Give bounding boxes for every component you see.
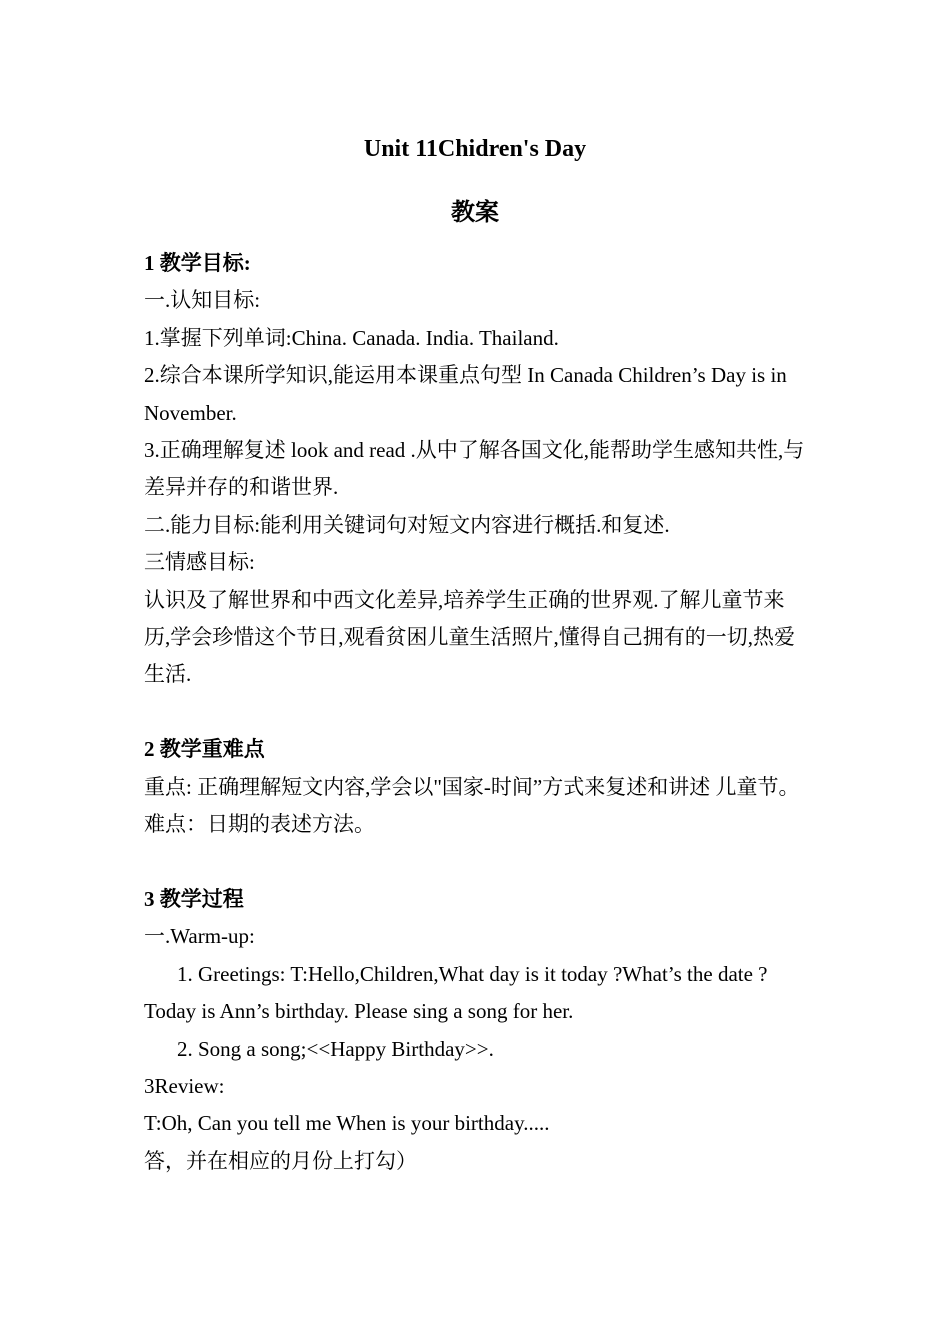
objective-item-3: 3.正确理解复述 look and read .从中了解各国文化,能帮助学生感知共性,与差异并存的和谐世界. bbox=[144, 438, 805, 500]
key-point-focus: 重点: 正确理解短文内容,学会以"国家-时间”方式来复述和讲述 儿童节。 bbox=[144, 774, 800, 799]
key-point-difficulty: 难点：日期的表述方法。 bbox=[144, 812, 375, 837]
warmup-label: 一.Warm-up: bbox=[144, 924, 255, 949]
objective-item-1: 1.掌握下列单词:China. Canada. India. Thailand. bbox=[144, 325, 559, 350]
song-step: 2. Song a song;<<Happy Birthday>>. bbox=[177, 1036, 494, 1061]
review-text: T:Oh, Can you tell me When is your birthday..... bbox=[144, 1111, 550, 1136]
section-heading-key-points: 2 教学重难点 bbox=[144, 737, 265, 762]
section-heading-objectives: 1 教学目标: bbox=[144, 251, 251, 275]
objective-item-2: 2.综合本课所学知识,能运用本课重点句型 In Canada Children’s Day is in November. bbox=[144, 363, 787, 425]
spacer bbox=[144, 843, 809, 880]
document-title: Unit 11Chidren's Day bbox=[363, 136, 587, 162]
document-body bbox=[144, 245, 809, 1180]
greetings-step: 1. Greetings: T:Hello,Children,What day is it today ?What’s the date ?Today is Ann’s birthday. Please sing a song for her. bbox=[144, 961, 768, 1024]
emotion-objectives-text: 认识及了解世界和中西文化差异,培养学生正确的世界观.了解儿童节来历,学会珍惜这个节日,观看贫困儿童生活照片,懂得自己拥有的一切,热爱生活. bbox=[144, 587, 795, 687]
cognitive-objectives-label: 一.认知目标: bbox=[144, 288, 261, 313]
emotion-objectives-label: 三情感目标: bbox=[144, 550, 255, 575]
spacer bbox=[144, 694, 809, 731]
document-subtitle: 教案 bbox=[451, 200, 499, 226]
section-heading-process: 3 教学过程 bbox=[144, 886, 244, 911]
answer-text: 答，并在相应的月份上打勾） bbox=[144, 1148, 417, 1173]
ability-objectives: 二.能力目标:能利用关键词句对短文内容进行概括.和复述. bbox=[144, 512, 670, 537]
review-label: 3Review: bbox=[144, 1073, 225, 1098]
